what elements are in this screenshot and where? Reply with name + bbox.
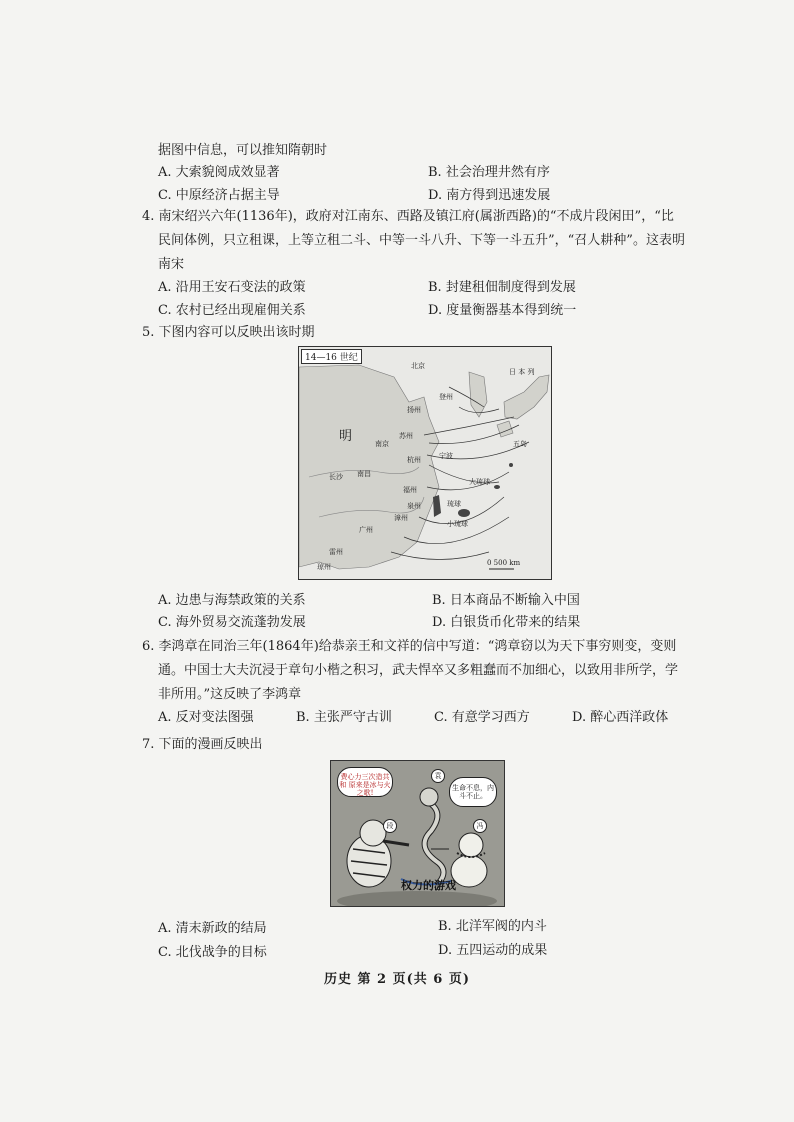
map-place: 扬州 bbox=[407, 406, 421, 414]
speech-bubble-left: 费心力三次造共和 原来是冰与火之歌! bbox=[337, 767, 393, 797]
trade-route-map bbox=[298, 346, 552, 580]
map-place: 雷州 bbox=[329, 548, 343, 556]
q3-option-a: A. 大索貌阅成效显著 bbox=[158, 165, 280, 180]
q4-option-c: C. 农村已经出现雇佣关系 bbox=[158, 303, 306, 318]
q6-stem-line3: 非所用。”这反映了李鸿章 bbox=[158, 687, 302, 702]
q3-option-b: B. 社会治理井然有序 bbox=[428, 165, 550, 180]
speech-bubble-right: 生命不息，内斗不止。 bbox=[449, 777, 497, 807]
page-footer: 历史 第 2 页(共 6 页) bbox=[323, 972, 471, 987]
map-place: 杭州 bbox=[407, 456, 421, 464]
q5-stem: 5. 下图内容可以反映出该时期 bbox=[142, 325, 315, 340]
map-place: 南昌 bbox=[357, 470, 371, 478]
map-title: 14—16 世纪 bbox=[301, 349, 362, 364]
map-place: 长沙 bbox=[329, 473, 343, 481]
q7-option-a: A. 清末新政的结局 bbox=[158, 921, 267, 936]
q5-option-d: D. 白银货币化带来的结果 bbox=[432, 615, 581, 630]
q4-stem-line3: 南宋 bbox=[158, 257, 185, 272]
q3-stem-tail: 据图中信息，可以推知隋朝时 bbox=[158, 143, 328, 158]
map-place: 小琉球 bbox=[447, 520, 468, 528]
q4-option-d: D. 度量衡器基本得到统一 bbox=[428, 303, 577, 318]
map-place: 大琉球 bbox=[469, 478, 490, 486]
map-place: 北京 bbox=[411, 362, 425, 370]
q3-option-d: D. 南方得到迅速发展 bbox=[428, 188, 551, 203]
map-place: 琼州 bbox=[317, 563, 331, 571]
q6-option-a: A. 反对变法图强 bbox=[158, 710, 254, 725]
q7-option-c: C. 北伐战争的目标 bbox=[158, 945, 267, 960]
power-game-cartoon bbox=[330, 760, 505, 907]
map-place: 福州 bbox=[403, 486, 417, 494]
q7-stem: 7. 下面的漫画反映出 bbox=[142, 737, 263, 752]
map-scale: 0 500 km bbox=[487, 559, 521, 567]
q6-stem-line2: 通。中国士大夫沉浸于章句小楷之积习，武夫悍卒又多粗蠢而不加细心，以致用非所学，学 bbox=[158, 663, 679, 678]
map-place: 宁波 bbox=[439, 452, 453, 460]
map-drawing bbox=[299, 347, 551, 579]
map-label-ming: 明 bbox=[339, 429, 353, 444]
q4-stem-line1: 4. 南宋绍兴六年(1136年)，政府对江南东、西路及镇江府(属浙西路)的“不成片段闲田”，“比 bbox=[142, 209, 674, 224]
q4-option-a: A. 沿用王安石变法的政策 bbox=[158, 280, 306, 295]
map-place: 南京 bbox=[375, 440, 389, 448]
q5-option-a: A. 边患与海禁政策的关系 bbox=[158, 593, 306, 608]
badge-left: 段 bbox=[383, 819, 397, 833]
q7-option-b: B. 北洋军阀的内斗 bbox=[438, 919, 547, 934]
q5-option-c: C. 海外贸易交流蓬勃发展 bbox=[158, 615, 306, 630]
q6-stem-line1: 6. 李鸿章在同治三年(1864年)给恭亲王和文祥的信中写道：“鸿章窃以为天下事穷则变，变则 bbox=[142, 639, 677, 654]
map-place: 登州 bbox=[439, 393, 453, 401]
cartoon-caption: 权力的游戏 bbox=[401, 879, 456, 892]
map-label-japan: 日 本 列 bbox=[509, 368, 535, 376]
q5-option-b: B. 日本商品不断输入中国 bbox=[432, 593, 580, 608]
map-place: 琉球 bbox=[447, 500, 461, 508]
q4-stem-line2: 民间体例，只立租课，上等立租二斗、中等一斗八升、下等一斗五升”，“召人耕种”。这表明 bbox=[158, 233, 685, 248]
q6-option-b: B. 主张严守古训 bbox=[296, 710, 392, 725]
badge-top: 袁 bbox=[431, 769, 445, 783]
map-place: 苏州 bbox=[399, 432, 413, 440]
map-place: 漳州 bbox=[394, 514, 408, 522]
tiger-figure bbox=[347, 820, 409, 887]
q4-option-b: B. 封建租佃制度得到发展 bbox=[428, 280, 576, 295]
q3-option-c: C. 中原经济占据主导 bbox=[158, 188, 280, 203]
map-place: 广州 bbox=[359, 526, 373, 534]
map-place: 五岛 bbox=[513, 440, 527, 448]
map-place: 泉州 bbox=[407, 502, 421, 510]
q6-option-c: C. 有意学习西方 bbox=[434, 710, 530, 725]
q7-option-d: D. 五四运动的成果 bbox=[438, 943, 548, 958]
q6-option-d: D. 醉心西洋政体 bbox=[572, 710, 669, 725]
dragon-figure bbox=[420, 788, 444, 886]
badge-right: 冯 bbox=[473, 819, 487, 833]
